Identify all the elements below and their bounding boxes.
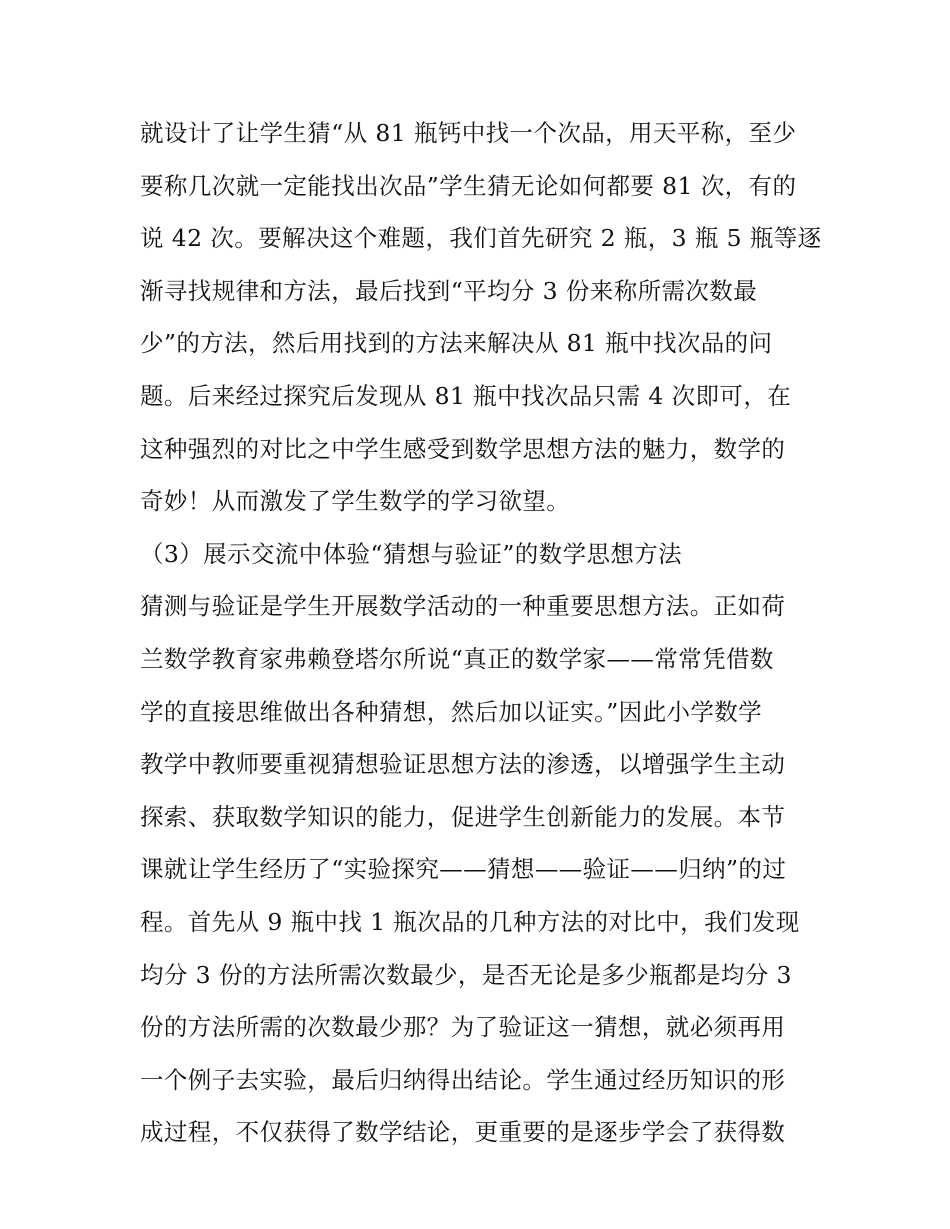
text-line: 课就让学生经历了“实验探究——猜想——验证——归纳”的过: [140, 855, 787, 884]
text-line: 这种强烈的对比之中学生感受到数学思想方法的魅力，数学的: [140, 434, 786, 463]
text-line: 题。后来经过探究后发现从 81 瓶中找次品只需 4 次即可，在: [140, 381, 792, 410]
text-line: 成过程，不仅获得了数学结论，更重要的是逐步学会了获得数: [140, 1118, 786, 1147]
text-line: 教学中教师要重视猜想验证思想方法的渗透，以增强学生主动: [140, 750, 786, 779]
text-line: 猜测与验证是学生开展数学活动的一种重要思想方法。正如荷: [140, 592, 786, 621]
text-line: 程。首先从 9 瓶中找 1 瓶次品的几种方法的对比中，我们发现: [140, 907, 800, 936]
text-line: 一个例子去实验，最后归纳得出结论。学生通过经历知识的形: [140, 1065, 786, 1094]
text-line: 渐寻找规律和方法，最后找到“平均分 3 份来称所需次数最: [140, 276, 758, 305]
text-line: 探索、获取数学知识的能力，促进学生创新能力的发展。本节: [140, 802, 786, 831]
text-line: 奇妙！从而激发了学生数学的学习欲望。: [140, 487, 571, 516]
text-line: 份的方法所需的次数最少那？为了验证这一猜想，就必须再用: [140, 1013, 786, 1042]
body-text: [140, 107, 830, 1159]
section-heading: （3）展示交流中体验“猜想与验证”的数学思想方法: [140, 539, 683, 568]
text-line: 就设计了让学生猜“从 81 瓶钙中找一个次品，用天平称，至少: [140, 119, 797, 147]
text-line: 兰数学教育家弗赖登塔尔所说“真正的数学家——常常凭借数: [140, 644, 774, 673]
text-line: 少”的方法，然后用找到的方法来解决从 81 瓶中找次品的问: [140, 329, 773, 358]
text-line: 说 42 次。要解决这个难题，我们首先研究 2 瓶，3 瓶 5 瓶等逐: [140, 224, 822, 253]
text-line: 要称几次就一定能找出次品”学生猜无论如何都要 81 次，有的: [140, 171, 797, 200]
text-line: 学的直接思维做出各种猜想，然后加以证实。”因此小学数学: [140, 697, 763, 726]
text-line: 均分 3 份的方法所需次数最少，是否无论是多少瓶都是均分 3: [140, 960, 792, 989]
